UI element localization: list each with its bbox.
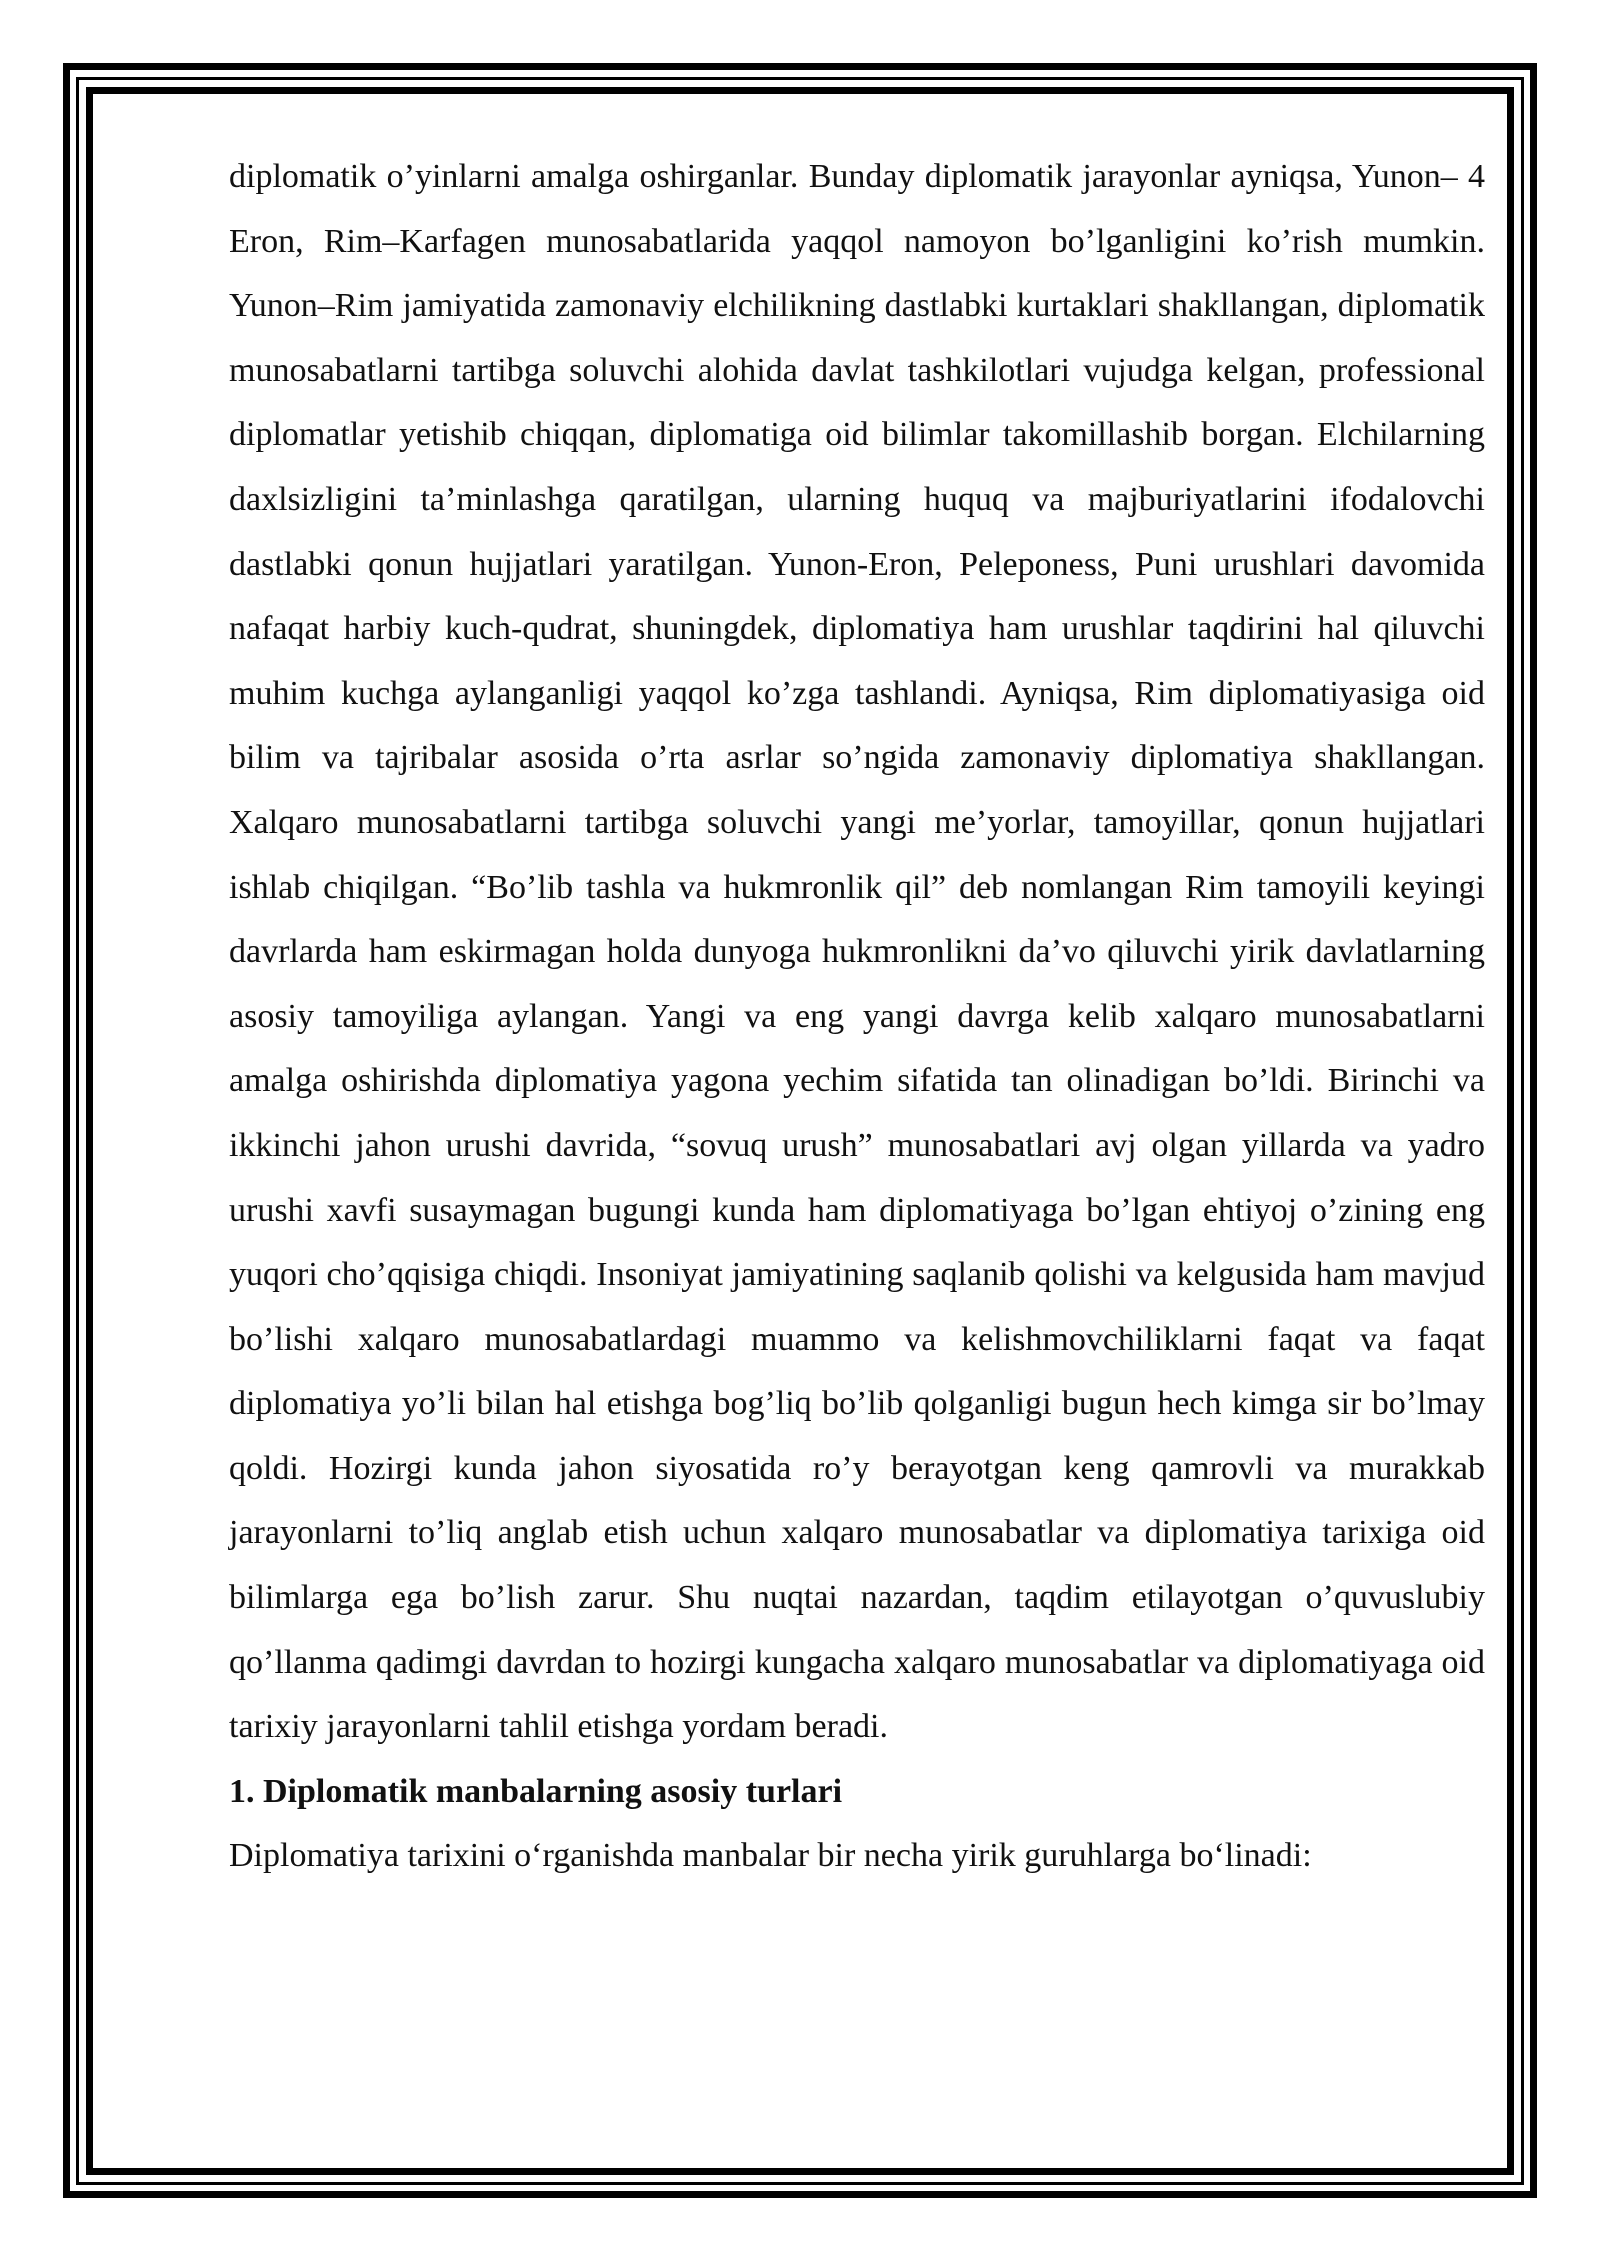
section-heading: 1. Diplomatik manbalarning asosiy turlari [229, 1772, 843, 1810]
document-body [229, 145, 1485, 1889]
body-paragraph: diplomatik o’yinlarni amalga oshirganlar. Bunday diplomatik jarayonlar ayniqsa, Yunon– 4 Eron, Rim–Karfagen munosabatlarida yaqqol namoyon bo’lganligini ko’rish mumkin. Yunon–Rim jamiyatida zamonaviy elchilikning dastlabki kurtaklari shakllangan, diplomatik munosabatlarni tartibga soluvchi alohida davlat tashkilotlari vujudga kelgan, professional diplomatlar yetishib chiqqan, diplomatiga oid bilimlar takomillashib borgan. Elchilarning daxlsizligini ta’minlashga qaratilgan, ularning huquq va majburiyatlarini ifodalovchi dastlabki qonun hujjatlari yaratilgan. Yunon-Eron, Peleponess, Puni urushlari davomida nafaqat harbiy kuch-qudrat, shuningdek, diplomatiya ham urushlar taqdirini hal qiluvchi muhim kuchga aylanganligi yaqqol ko’zga tashlandi. Ayniqsa, Rim diplomatiyasiga oid bilim va tajribalar asosida o’rta asrlar so’ngida zamonaviy diplomatiya shakllangan. Xalqaro munosabatlarni tartibga soluvchi yangi me’yorlar, tamoyillar, qonun hujjatlari ishlab chiqilgan. “Bo’lib tashla va hukmronlik qil” deb nomlangan Rim tamoyili keyingi davrlarda ham eskirmagan holda dunyoga hukmronlikni da’vo qiluvchi yirik davlatlarning asosiy tamoyiliga aylangan. Yangi va eng yangi davrga kelib xalqaro munosabatlarni amalga oshirishda diplomatiya yagona yechim sifatida tan olinadigan bo’ldi. Birinchi va ikkinchi jahon urushi davrida, “sovuq urush” munosabatlari avj olgan yillarda va yadro urushi xavfi susaymagan bugungi kunda ham diplomatiyaga bo’lgan ehtiyoj o’zining eng yuqori cho’qqisiga chiqdi. Insoniyat jamiyatining saqlanib qolishi va kelgusida ham mavjud bo’lishi xalqaro munosabatlardagi muammo va kelishmovchiliklarni faqat va faqat diplomatiya yo’li bilan hal etishga bog’liq bo’lib qolganligi bugun hech kimga sir bo’lmay qoldi. Hozirgi kunda jahon siyosatida ro’y berayotgan keng qamrovli va murakkab jarayonlarni to’liq anglab etish uchun xalqaro munosabatlar va diplomatiya tarixiga oid bilimlarga ega bo’lish zarur. Shu nuqtai nazardan, taqdim etilayotgan o’quvuslubiy qo’llanma qadimgi davrdan to hozirgi kungacha xalqaro munosabatlar va diplomatiyaga oid tarixiy jarayonlarni tahlil etishga yordam beradi. [229, 158, 1485, 1746]
section-intro: Diplomatiya tarixini o‘rganishda manbalar bir necha yirik guruhlarga bo‘linadi: [229, 1837, 1312, 1875]
